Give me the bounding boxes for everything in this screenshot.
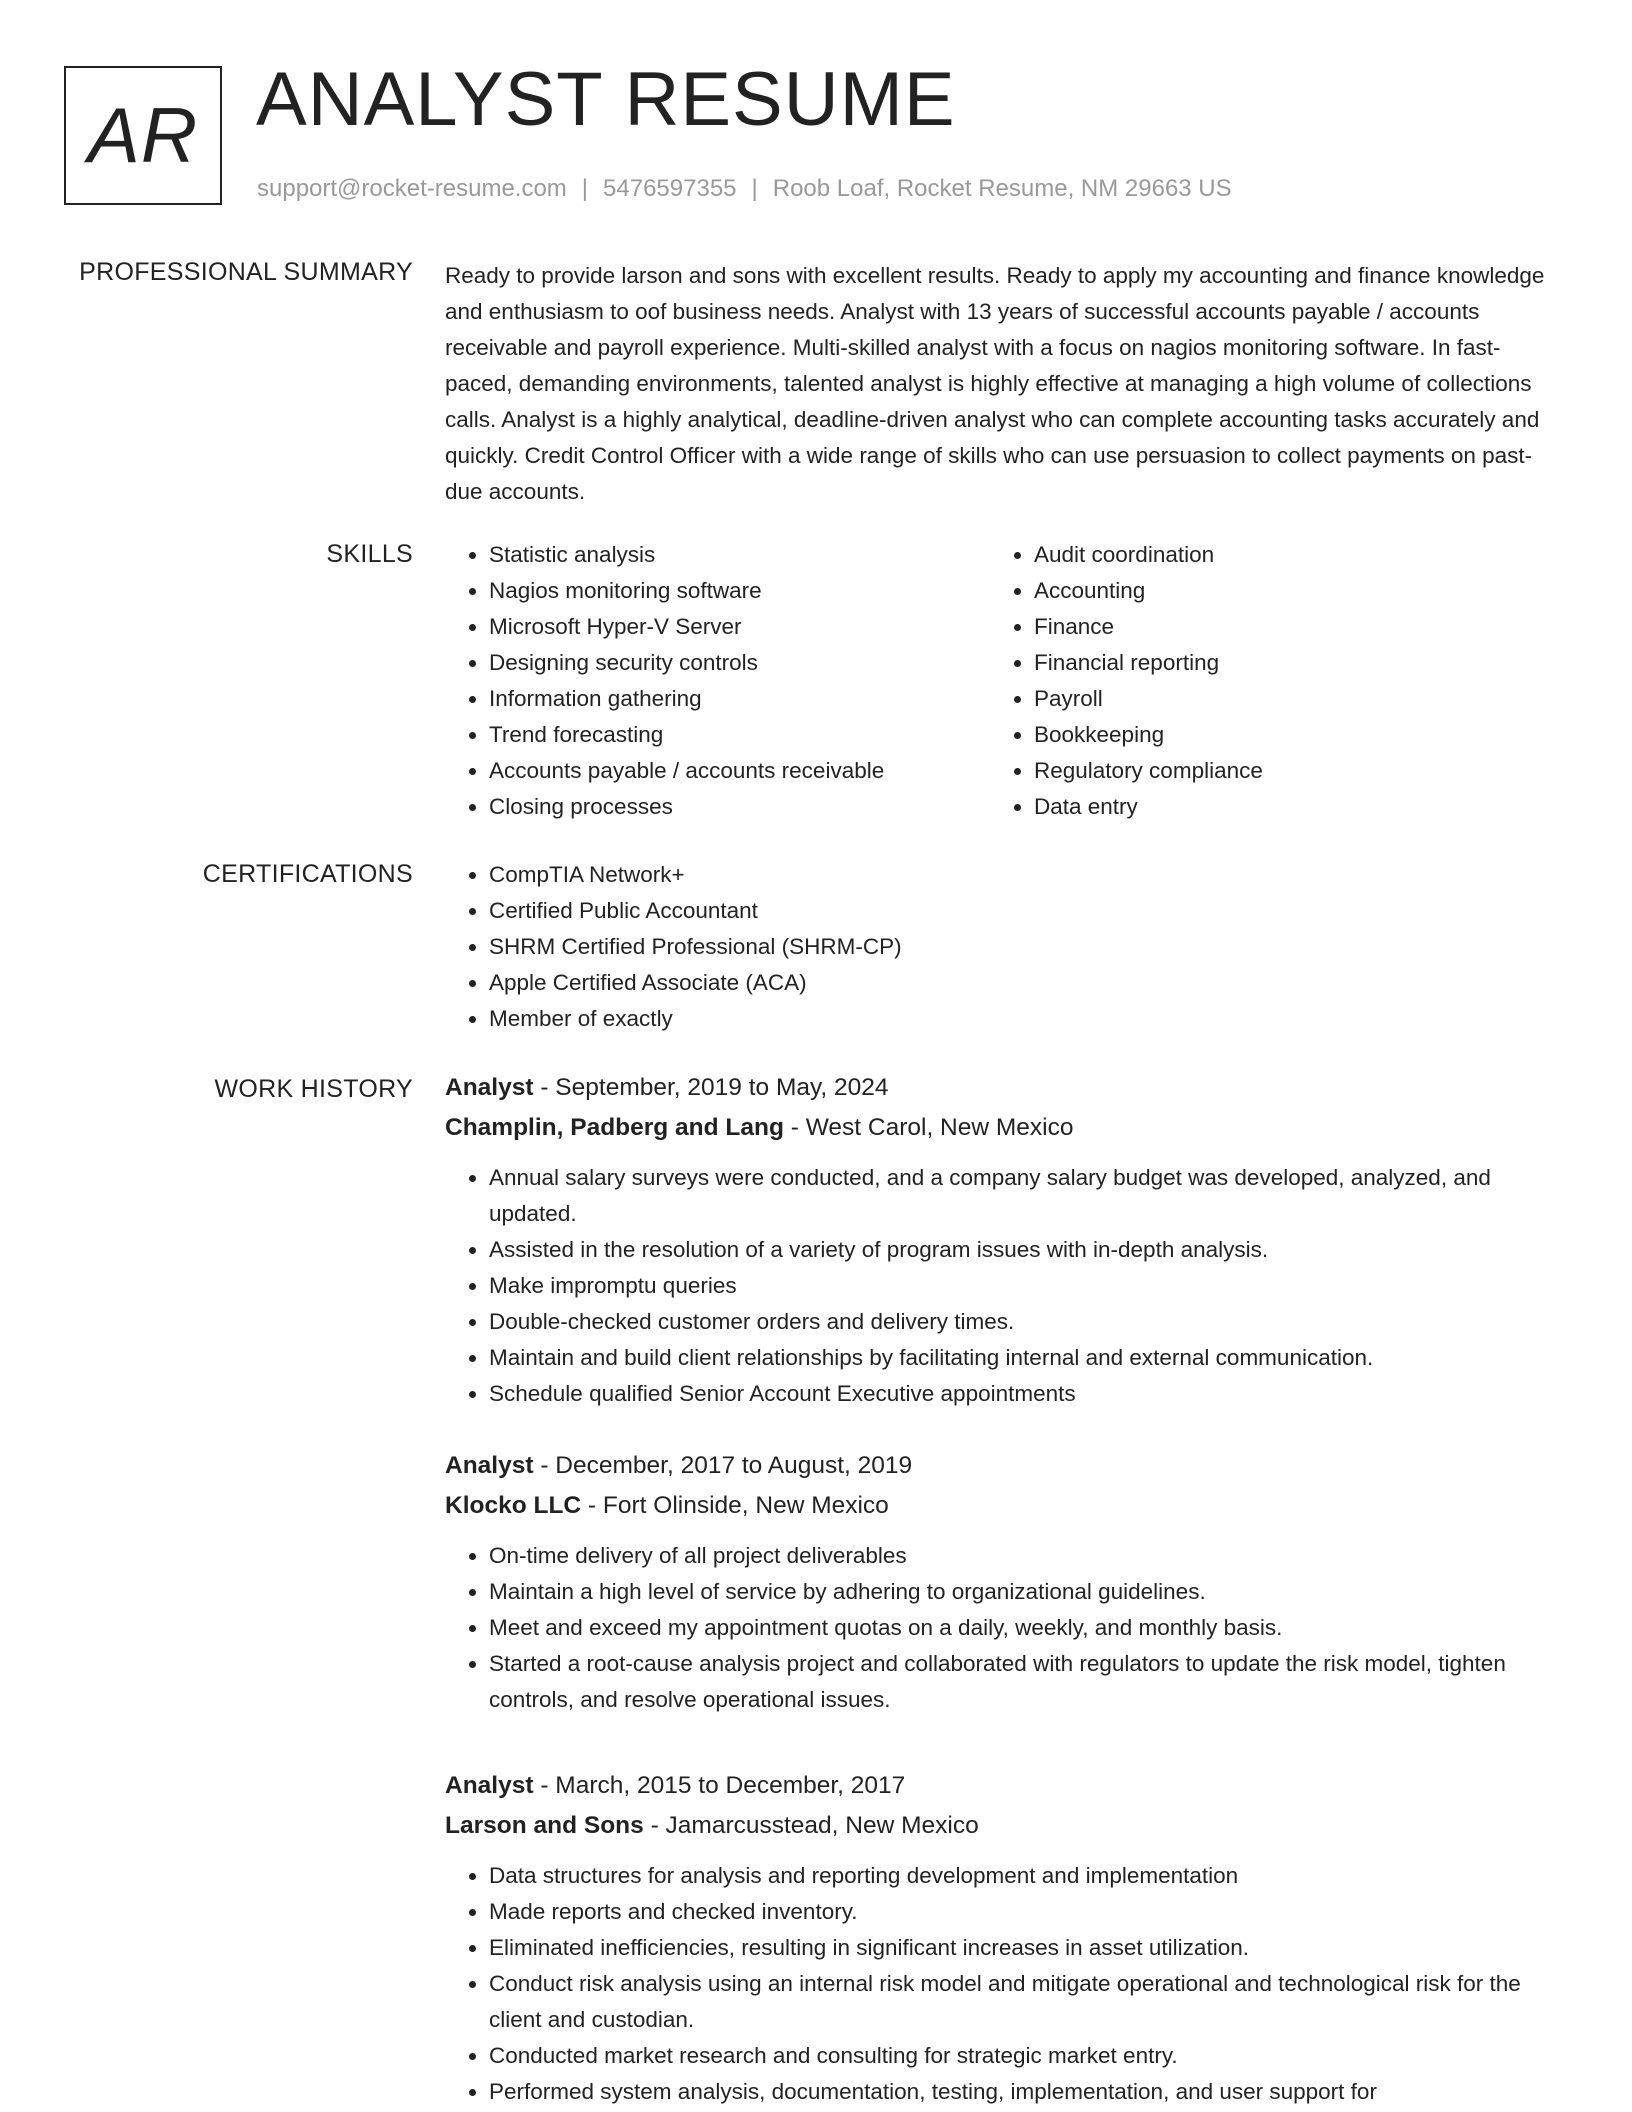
job-title-line	[445, 1446, 1565, 1486]
job-bullet: • Double-checked customer orders and delivery times.	[489, 1304, 1565, 1340]
certification-item: • Apple Certified Associate (ACA)	[489, 965, 1545, 1001]
job-bullet: • Maintain and build client relationships by facilitating internal and external communication.	[489, 1340, 1565, 1376]
job-company-line	[445, 1806, 1565, 1846]
certification-item: • SHRM Certified Professional (SHRM-CP)	[489, 929, 1545, 965]
skill-item: • Finance	[1034, 609, 1550, 645]
job-bullet: • Make impromptu queries	[489, 1268, 1565, 1304]
job-entry	[445, 1068, 1565, 1412]
job-location: - West Carol, New Mexico	[783, 1114, 1074, 1141]
section-label-certifications: CERTIFICATIONS	[202, 860, 413, 888]
job-dates: - March, 2015 to December, 2017	[533, 1772, 906, 1799]
skills-list-left	[445, 537, 1005, 825]
job-bullet: • Made reports and checked inventory.	[489, 1894, 1565, 1930]
certification-item: • Certified Public Accountant	[489, 893, 1545, 929]
section-label-summary: PROFESSIONAL SUMMARY	[79, 258, 413, 286]
section-label-work-history: WORK HISTORY	[214, 1075, 413, 1103]
job-bullet: • On-time delivery of all project deliverables	[489, 1538, 1565, 1574]
skill-item: • Trend forecasting	[489, 717, 1005, 753]
job-role: Analyst	[445, 1074, 534, 1101]
skill-item: • Accounting	[1034, 573, 1550, 609]
skill-item: • Financial reporting	[1034, 645, 1550, 681]
skills-list-right	[990, 537, 1550, 825]
contact-phone[interactable]: 5476597355	[603, 175, 737, 202]
job-bullet: • Maintain a high level of service by adhering to organizational guidelines.	[489, 1574, 1565, 1610]
job-location: - Jamarcusstead, New Mexico	[643, 1812, 979, 1839]
job-bullet: • Conduct risk analysis using an internal risk model and mitigate operational and technological risk for the client and custodian.	[489, 1966, 1565, 2038]
skill-item: • Information gathering	[489, 681, 1005, 717]
contact-address: Roob Loaf, Rocket Resume, NM 29663 US	[772, 175, 1232, 202]
job-title-line	[445, 1766, 1565, 1806]
skill-item: • Nagios monitoring software	[489, 573, 1005, 609]
job-bullets	[445, 1160, 1565, 1412]
job-dates: - September, 2019 to May, 2024	[533, 1074, 889, 1101]
resume-title: ANALYST RESUME	[256, 57, 956, 142]
job-bullet: • Eliminated inefficiencies, resulting in significant increases in asset utilization.	[489, 1930, 1565, 1966]
skill-item: • Regulatory compliance	[1034, 753, 1550, 789]
job-entry	[445, 1446, 1565, 1718]
job-bullet: • Started a root-cause analysis project and collaborated with regulators to update the risk model, tighten controls, and resolve operational issues.	[489, 1646, 1565, 1718]
job-company: Larson and Sons	[445, 1812, 644, 1839]
job-role: Analyst	[445, 1772, 534, 1799]
contact-separator: |	[581, 175, 589, 202]
skill-item: • Statistic analysis	[489, 537, 1005, 573]
contact-email[interactable]: support@rocket-resume.com	[257, 175, 567, 202]
skill-item: • Accounts payable / accounts receivable	[489, 753, 1005, 789]
monogram-initials: AR	[87, 91, 199, 179]
section-label-skills: SKILLS	[326, 540, 413, 568]
job-company-line	[445, 1108, 1565, 1148]
contact-separator: |	[751, 175, 758, 202]
job-company: Klocko LLC	[445, 1492, 582, 1519]
job-role: Analyst	[445, 1452, 534, 1479]
skill-item: • Bookkeeping	[1034, 717, 1550, 753]
certifications-list	[445, 857, 1545, 1037]
monogram-box	[64, 66, 222, 205]
summary-text: Ready to provide larson and sons with excellent results. Ready to apply my accounting and finance knowledge and enthusiasm to oof business needs. Analyst with 13 years of successful accounts payable / accounts receivable and payroll experience. Multi-skilled analyst with a focus on nagios monitoring software. In fast-paced, demanding environments, talented analyst is highly effective at managing a high volume of collections calls. Analyst is a highly analytical, deadline-driven analyst who can complete accounting tasks accurately and quickly. Credit Control Officer with a wide range of skills who can use persuasion to collect payments on past-due accounts.	[445, 263, 1545, 504]
job-bullets	[445, 1538, 1565, 1718]
job-bullet: • Meet and exceed my appointment quotas on a daily, weekly, and monthly basis.	[489, 1610, 1565, 1646]
job-company-line	[445, 1486, 1565, 1526]
job-bullets	[445, 1858, 1565, 2110]
job-title-line	[445, 1068, 1565, 1108]
skill-item: • Microsoft Hyper-V Server	[489, 609, 1005, 645]
job-bullet: • Assisted in the resolution of a variety of program issues with in-depth analysis.	[489, 1232, 1565, 1268]
job-location: - Fort Olinside, New Mexico	[581, 1492, 889, 1519]
job-bullet: • Performed system analysis, documentation, testing, implementation, and user support for	[489, 2074, 1565, 2110]
job-bullet: • Data structures for analysis and reporting development and implementation	[489, 1858, 1565, 1894]
job-dates: - December, 2017 to August, 2019	[533, 1452, 913, 1479]
skill-item: • Data entry	[1034, 789, 1550, 825]
certification-item: • Member of exactly	[489, 1001, 1545, 1037]
contact-line	[257, 175, 1232, 203]
job-bullet: • Annual salary surveys were conducted, and a company salary budget was developed, analyzed, and updated.	[489, 1160, 1565, 1232]
skill-item: • Designing security controls	[489, 645, 1005, 681]
job-bullet: • Conducted market research and consulting for strategic market entry.	[489, 2038, 1565, 2074]
skill-item: • Payroll	[1034, 681, 1550, 717]
job-company: Champlin, Padberg and Lang	[445, 1114, 784, 1141]
job-bullet: • Schedule qualified Senior Account Executive appointments	[489, 1376, 1565, 1412]
certification-item: • CompTIA Network+	[489, 857, 1545, 893]
skill-item: • Audit coordination	[1034, 537, 1550, 573]
job-entry	[445, 1766, 1565, 2110]
skill-item: • Closing processes	[489, 789, 1005, 825]
